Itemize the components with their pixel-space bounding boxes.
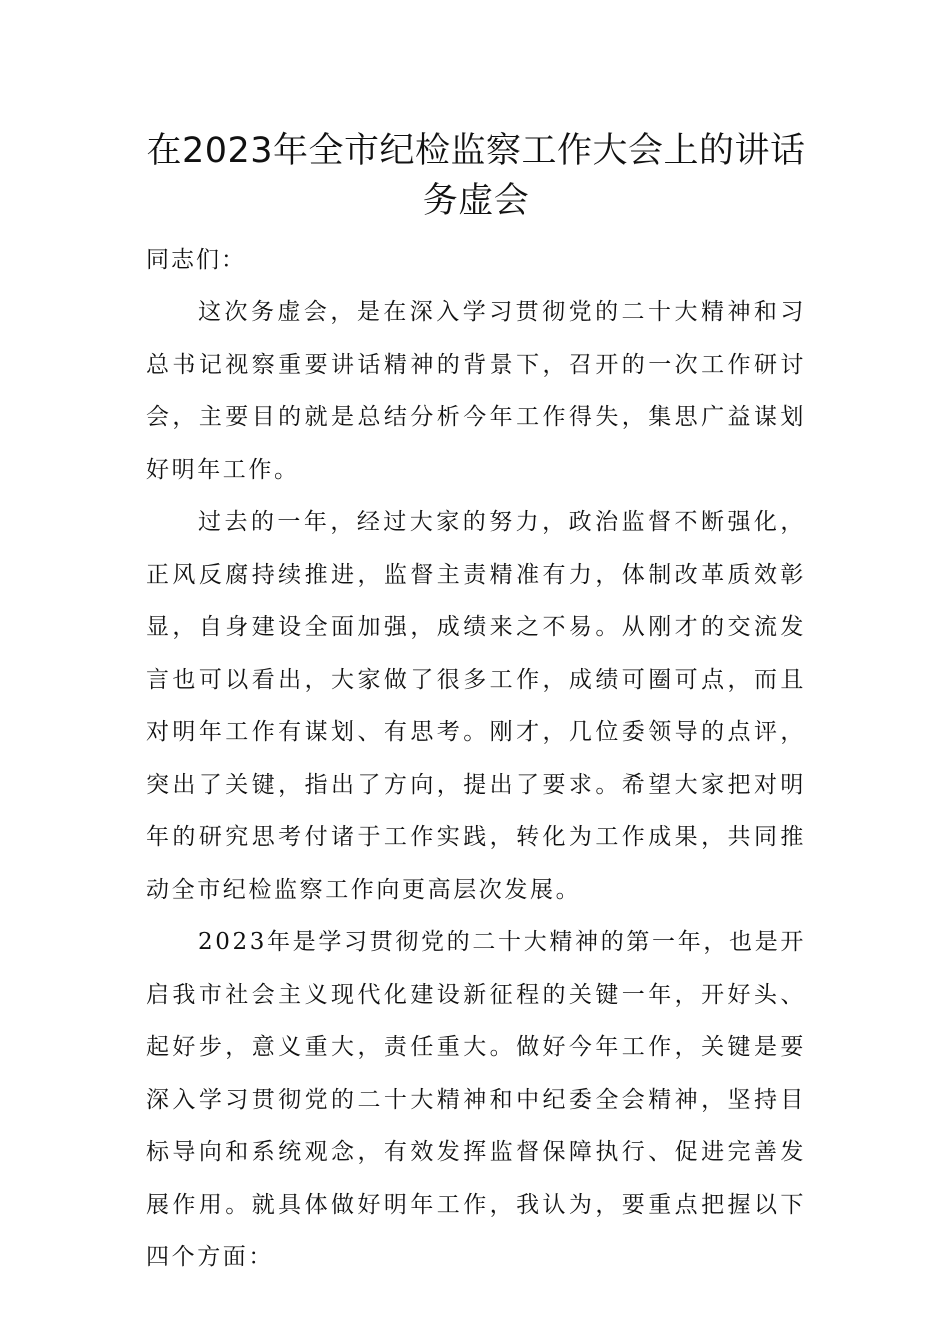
salutation: 同志们： <box>146 247 246 273</box>
document-title <box>146 126 806 226</box>
paragraph-3: 2023年是学习贯彻党的二十大精神的第一年，也是开启我市社会主义现代化建设新征程的关键一年，开好头、起好步，意义重大，责任重大。做好今年工作，关键是要深入学习贯彻党的二十大精神和中纪委全会精神，坚持目标导向和系统观念，有效发挥监督保障执行、促进完善发展作用。就具体做好明年工作，我认为，要重点把握以下四个方面： <box>146 929 806 1270</box>
paragraph-1: 这次务虚会，是在深入学习贯彻党的二十大精神和习总书记视察重要讲话精神的背景下，召开的一次工作研讨会，主要目的就是总结分析今年工作得失，集思广益谋划好明年工作。 <box>146 299 806 483</box>
title-line-2: 务虚会 <box>422 181 530 221</box>
title-line-1: 在2023年全市纪检监察工作大会上的讲话 <box>146 131 806 171</box>
document-page <box>146 126 806 1284</box>
paragraph-2: 过去的一年，经过大家的努力，政治监督不断强化，正风反腐持续推进，监督主责精准有力，体制改革质效彰显，自身建设全面加强，成绩来之不易。从刚才的交流发言也可以看出，大家做了很多工作，成绩可圈可点，而且对明年工作有谋划、有思考。刚才，几位委领导的点评，突出了关键，指出了方向，提出了要求。希望大家把对明年的研究思考付诸于工作实践，转化为工作成果，共同推动全市纪检监察工作向更高层次发展。 <box>146 509 806 903</box>
